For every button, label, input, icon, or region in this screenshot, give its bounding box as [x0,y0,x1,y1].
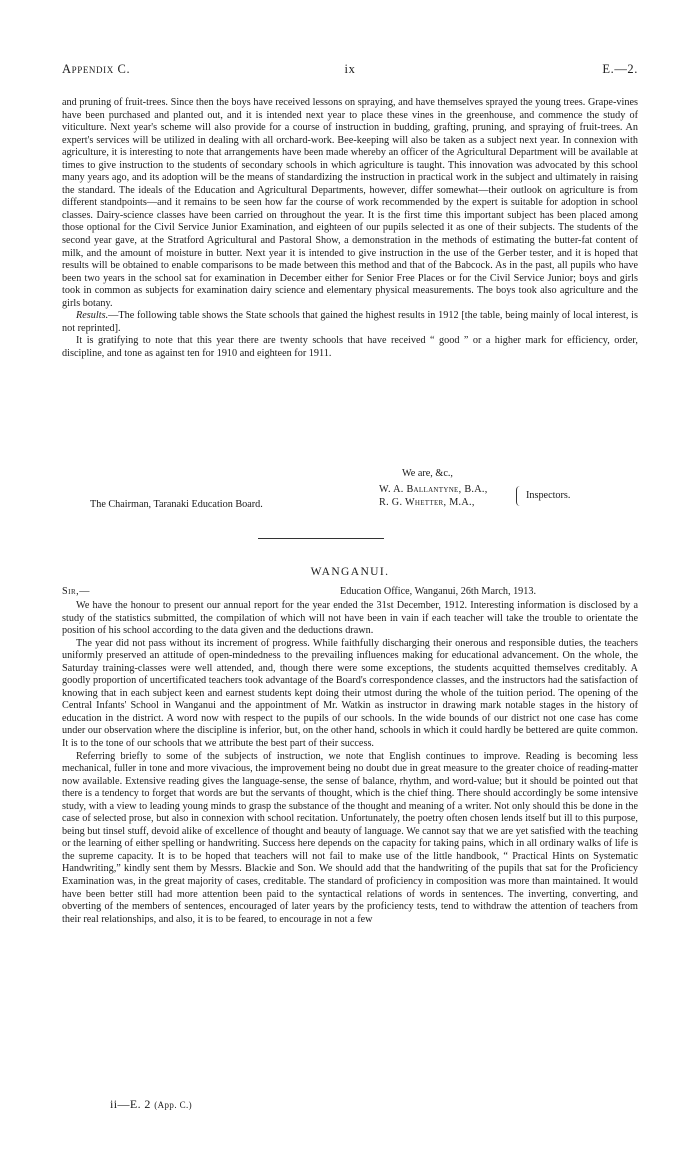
section-title-wanganui: WANGANUI. [310,566,390,578]
addressee: The Chairman, Taranaki Education Board. [90,499,263,510]
section-divider [258,538,384,539]
running-header-right: E.—2. [602,62,638,76]
running-header-left: Appendix C. [62,62,131,76]
salutation: Sir,— [62,586,90,597]
dateline: Education Office, Wanganui, 26th March, 1913. [340,586,536,597]
signatory-ballantyne: W. A. Ballantyne, B.A., [379,484,488,495]
signatory-whetter: R. G. Whetter, M.A., [379,496,475,508]
taranaki-report-body [62,97,638,360]
agriculture-paragraph: and pruning of fruit-trees. Since then the boys have received lessons on spraying, and have themselves sprayed the young trees. Grape-vines have been purchased and planted out, and it is intended next year to place these vines in the greenhouse, and commence the study of viticulture. Next year's scheme will also provide for a course of instruction in budding, grafting, pruning, and spraying of fruit-trees. An expert's services will be utilized in dealing with all orchard-work. Bee-keeping will also be taken as a subject next year. In connexion with agriculture, it is interesting to note that arrangements have been made whereby an officer of the Agricultural Department will be available at times to give instruction to the students of secondary schools in which agriculture is taught. This innovation was advocated by this school many years ago, and its adoption will be the means of standardizing the instruction in practical work in the subject and ultimately in raising the standard. The ideals of the Education and Agricultural Departments, however, differ somewhat—their outlook on agriculture is from different standpoints—and it remains to be seen how far the course of work recommended by the expert is suitable for adoption in school classes. Dairy-science classes have been carried on throughout the year. It is the first time this important subject has been placed among those optional for the Civil Service Junior Examination, and eighteen of our pupils selected it as one of their subjects. The students of the second year gave, at the Stratford Agricultural and Pastoral Show, a demonstration in the methods of estimating the butter-fat content of milk, and the amount of moisture in butter. Next year it is intended to give instruction in the use of the Gerber tester, and it is hoped that results will be obtained to enable comparisons to be made between this method and that of the Babcock. As in the past, all pupils who have been two years in the school sat for examination in December either for Senior Free Places or for the Civil Service Junior; boys and girls took in common as subjects for examination dairy science and elementary physical measurements. The boys took also agriculture and the girls botany. [62,97,638,309]
footer-sub: (App. C.) [154,1100,193,1110]
results-text: —The following table shows the State schools that gained the highest results in 1912 [the table, being mainly of local interest, is not reprinted]. [62,310,638,334]
report-intro-paragraph: We have the honour to present our annual report for the year ended the 31st December, 1912. Interesting information is disclosed by a study of the statistics submitted, the compilation of which will not have been in vain if each teacher will take the trouble to orientate the position of his school according to the data given and the deductions drawn. [62,600,638,637]
english-paragraph: Referring briefly to some of the subjects of instruction, we note that English continues to improve. Reading is becoming less mechanical, fuller in tone and more vivacious, the improvement being no doubt due in great measure to the greater choice of reading-matter now available. Extensive reading gives the language-sense, the sense of balance, rhythm, and word-value; but it should be pointed out that there is a tendency to forget that words are but the servants of thought, which is the chief thing. There should accordingly be some intensive study, with a view to leading young minds to grasp the substance of the thought and meaning of a writer. Not only should this be done in the case of selected prose, but also in connexion with school recitation. Unfortunately, the poetry often chosen lends itself but ill to this purpose, being but tinsel stuff, devoid alike of excellence of thought and beauty of language. We cannot say that we are yet satisfied with the teaching or the learning of either spelling or handwriting. Success here depends on the capacity for taking pains, which in all ordinary walks of life is the supreme capacity. It is to be hoped that teachers will not fail to make use of the little handbook, “ Practical Hints on Systematic Handwriting,” kindly sent them by Messrs. Blackie and Son. We should add that the handwriting of the pupils that sat for the Proficiency Examination was, in the great majority of cases, creditable. The standard of proficiency in composition was more than maintained. It would have been better still had more attention been paid to the syntactical relations of words in sentences. The inverting, converting, and obverting of the members of sentences, encouraged of later years by the proficiency tests, tend to withdraw the attention of teachers from their real relationships, and also, it is to be feared, to encourage in not a few [62,750,638,925]
signatory-brace [516,486,523,506]
page-number: ix [344,62,356,76]
closing-we-are: We are, &c., [402,468,453,479]
results-paragraph [62,310,638,335]
results-label: Results. [76,310,109,322]
signatory-role: Inspectors. [526,490,571,501]
wanganui-report-body [62,600,638,926]
page-signature-mark [110,1097,192,1112]
progress-paragraph: The year did not pass without its increment of progress. While faithfully discharging their onerous and responsible duties, the teachers uniformly preserved an attitude of open-mindedness to the prevailing influences making for educational advancement. On the whole, the Saturday training-classes were well attended, and, though there were some exceptions, the students acquitted themselves creditably. A goodly proportion of uncertificated teachers took advantage of the Board's correspondence classes, and the instructors had the satisfaction of knowing that in each subject keen and earnest students kept doing their utmost during the whole of the tuition period. The opening of the Central Infants' School in Wanganui and the appointment of Mr. Watkin as instructor in drawing mark notable stages in the history of education in the district. A word now with respect to the pupils of our schools. In the wide bounds of our district not one case has come under our observation where the discipline is inferior, but, on the other hand, schools in which it could hardly be bettered are quite common. It is to the tone of our schools that we attribute the best part of their success. [62,637,638,750]
footer-main: ii—E. 2 [110,1097,151,1111]
signatory-names [379,484,488,509]
gratifying-paragraph: It is gratifying to note that this year there are twenty schools that have received “ good ” or a higher mark for efficiency, order, discipline, and tone as against ten for 1910 and eighteen for 1911. [62,335,638,359]
